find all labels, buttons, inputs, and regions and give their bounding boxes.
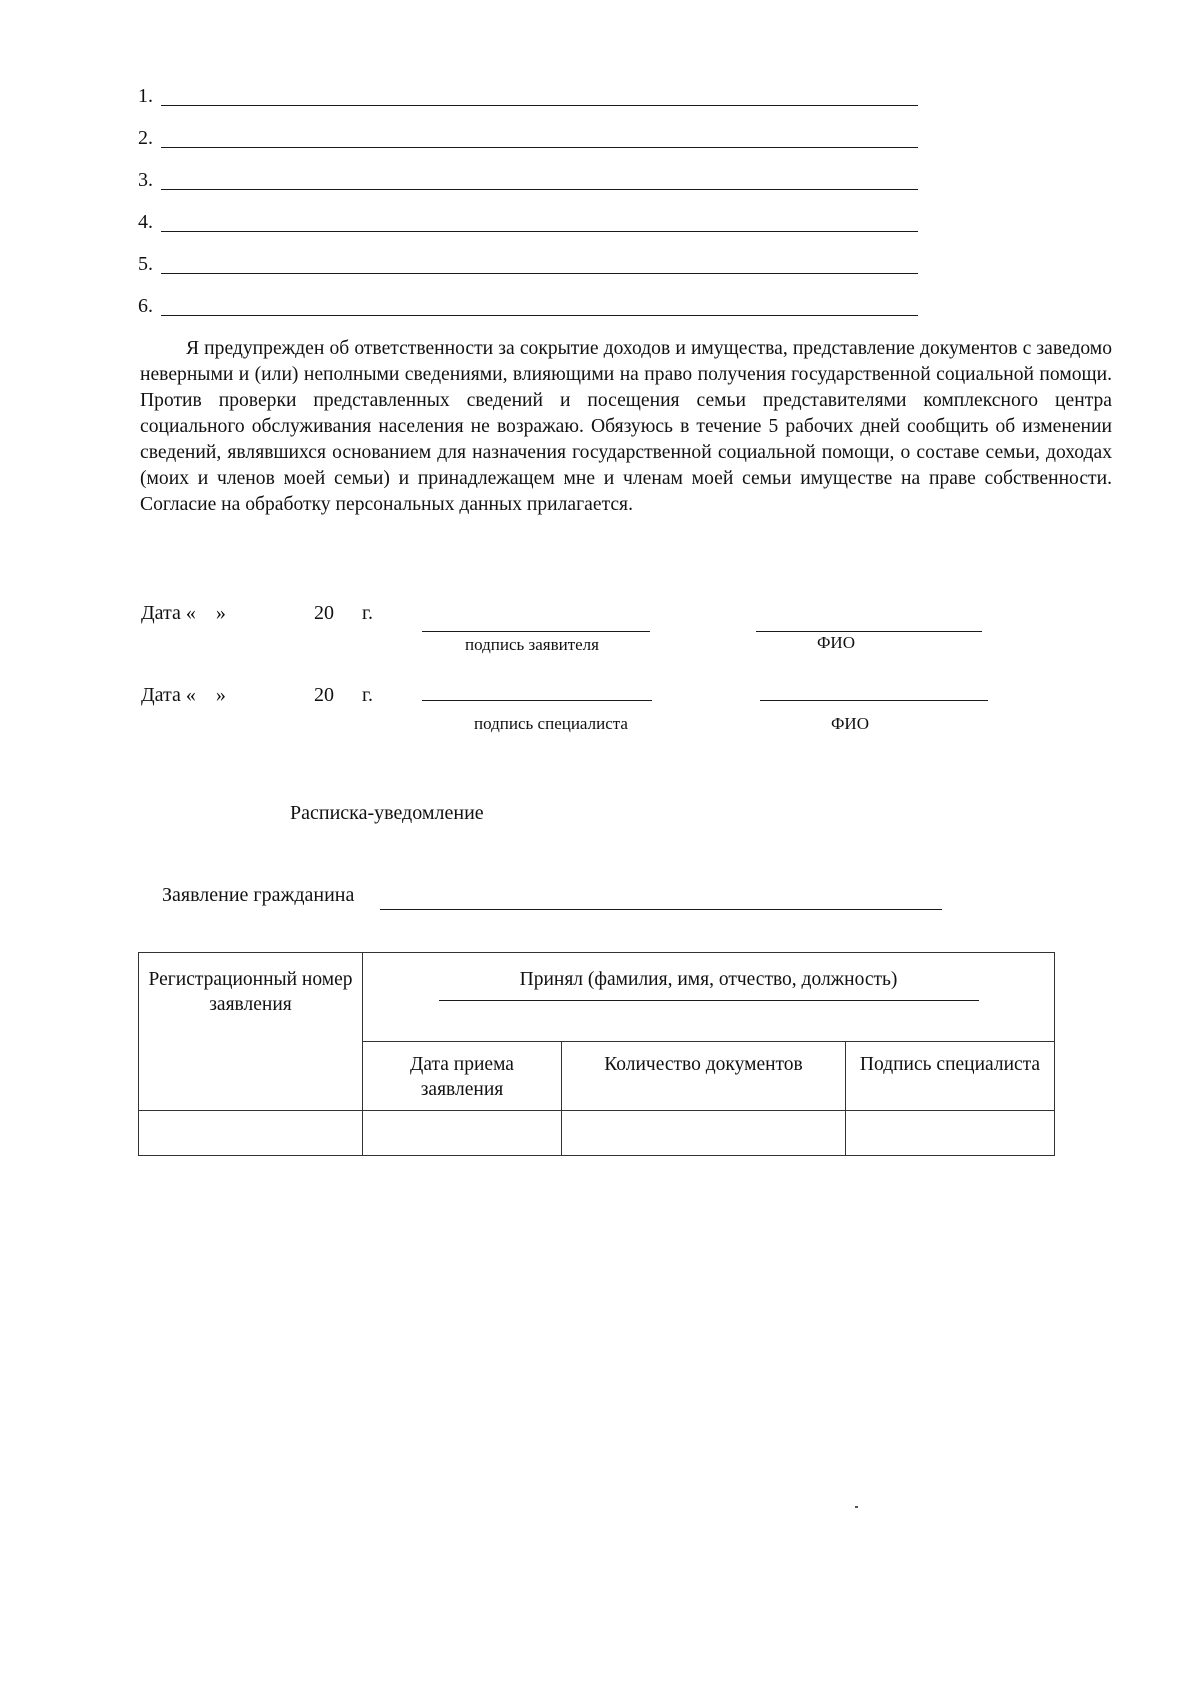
year-prefix: 20 xyxy=(314,602,334,624)
fill-in-line[interactable] xyxy=(161,273,918,274)
fill-in-line[interactable] xyxy=(161,315,918,316)
scan-speck xyxy=(855,1506,858,1508)
specialist-name-caption: ФИО xyxy=(831,714,869,733)
specialist-signature-header: Подпись специалиста xyxy=(846,1042,1055,1111)
numbered-line-4 xyxy=(138,204,918,234)
accepted-by-label: Принял (фамилия, имя, отчество, должность) xyxy=(519,969,898,990)
specialist-signature-cell[interactable] xyxy=(846,1111,1055,1156)
numbered-line-3 xyxy=(138,162,918,192)
fill-in-line[interactable] xyxy=(161,105,918,106)
numbered-line-1 xyxy=(138,78,918,108)
applicant-name-line[interactable] xyxy=(756,631,982,632)
numbered-line-2 xyxy=(138,120,918,150)
receipt-title: Расписка-уведомление xyxy=(290,802,484,824)
registration-table xyxy=(138,952,1055,1156)
documents-count-cell[interactable] xyxy=(562,1111,846,1156)
citizen-statement-label: Заявление гражданина xyxy=(162,884,355,906)
numbered-line-5 xyxy=(138,246,918,276)
year-suffix: г. xyxy=(362,602,373,624)
fill-in-line[interactable] xyxy=(161,147,918,148)
documents-count-header: Количество документов xyxy=(562,1042,846,1111)
accepted-by-line[interactable] xyxy=(439,1000,979,1001)
year-suffix: г. xyxy=(362,684,373,706)
applicant-date-row xyxy=(0,602,1200,672)
line-number: 4. xyxy=(138,211,153,233)
fill-in-line[interactable] xyxy=(161,231,918,232)
table-row xyxy=(139,1111,1055,1156)
applicant-signature-caption: подпись заявителя xyxy=(465,635,599,654)
applicant-signature-line[interactable] xyxy=(422,631,650,632)
specialist-signature-line[interactable] xyxy=(422,700,652,701)
date-label: Дата « » xyxy=(141,684,226,706)
accepted-by-header xyxy=(363,953,1055,1042)
table-header-row xyxy=(139,953,1055,1042)
specialist-signature-caption: подпись специалиста xyxy=(474,714,628,733)
reg-number-header: Регистрационный номер заявления xyxy=(139,953,363,1111)
responsibility-paragraph: Я предупрежден об ответственности за сокрытие доходов и имущества, представление документов с заведомо неверными и (или) неполными сведениями, влияющими на право получения государственной социальной помощи. Против проверки представленных сведений и посещения семьи представителями комплексного центра социального обслуживания населения не возражаю. Обязуюсь в течение 5 рабочих дней сообщить об изменении сведений, являвшихся основанием для назначения государственной социальной помощи, о составе семьи, доходах (моих и членов моей семьи) и принадлежащем мне и членам моей семьи имуществе на праве собственности. Согласие на обработку персональных данных прилагается. xyxy=(140,338,1112,515)
citizen-statement-row xyxy=(162,884,942,914)
fill-in-line[interactable] xyxy=(161,189,918,190)
date-label: Дата « » xyxy=(141,602,226,624)
specialist-name-line[interactable] xyxy=(760,700,988,701)
line-number: 1. xyxy=(138,85,153,107)
applicant-name-caption: ФИО xyxy=(817,633,855,652)
line-number: 5. xyxy=(138,253,153,275)
year-prefix: 20 xyxy=(314,684,334,706)
citizen-statement-line[interactable] xyxy=(380,909,942,910)
reg-number-cell[interactable] xyxy=(139,1111,363,1156)
receipt-date-header: Дата приема заявления xyxy=(363,1042,562,1111)
line-number: 3. xyxy=(138,169,153,191)
numbered-line-6 xyxy=(138,288,918,318)
line-number: 2. xyxy=(138,127,153,149)
specialist-date-row xyxy=(0,684,1200,754)
line-number: 6. xyxy=(138,295,153,317)
receipt-date-cell[interactable] xyxy=(363,1111,562,1156)
